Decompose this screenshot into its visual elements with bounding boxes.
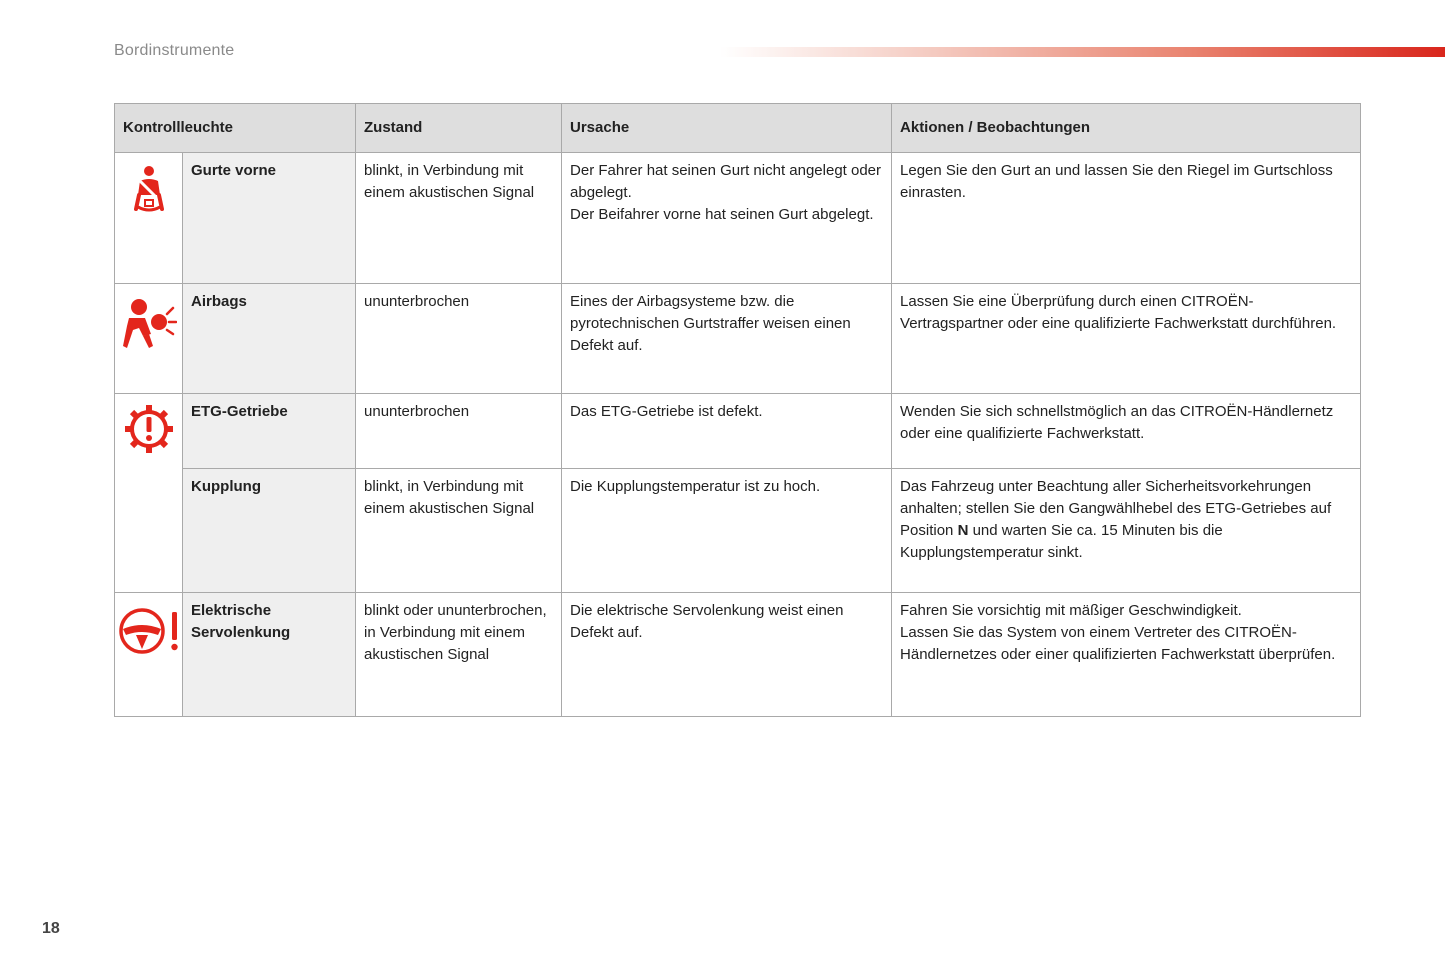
gearbox-warning-icon: [124, 404, 174, 454]
warning-action: Fahren Sie vorsichtig mit mäßiger Geschwindigkeit. Lassen Sie das System von einem Vertreter des CITROËN-Händlernetzes oder einer qualifizierten Fachwerkstatt überprüfen.: [892, 593, 1361, 717]
table-header-row: [115, 104, 1361, 153]
icon-cell: [115, 153, 183, 284]
warning-state: blinkt, in Verbindung mit einem akustischen Signal: [356, 469, 562, 593]
warning-action-text: und warten Sie ca. 15 Minuten bis die Kupplungstemperatur sinkt.: [900, 522, 1223, 561]
column-header-kontrollleuchte: Kontrollleuchte: [115, 104, 356, 153]
warning-name: Kupplung: [183, 469, 356, 593]
warning-action: Legen Sie den Gurt an und lassen Sie den Riegel im Gurtschloss einrasten.: [892, 153, 1361, 284]
warning-lights-table: [114, 103, 1361, 717]
warning-name: Airbags: [183, 284, 356, 394]
warning-cause: Die Kupplungstemperatur ist zu hoch.: [562, 469, 892, 593]
warning-name: ETG-Getriebe: [183, 394, 356, 469]
column-header-zustand: Zustand: [356, 104, 562, 153]
warning-state: ununterbrochen: [356, 394, 562, 469]
airbag-warning-icon: [121, 298, 177, 350]
warning-action-text: Das Fahrzeug unter Beachtung aller Sicherheitsvorkehrungen anhalten; stellen Sie den Gangwählhebel des ETG-Getriebes auf Position: [900, 478, 1332, 539]
table-row: [115, 394, 1361, 469]
column-header-aktionen: Aktionen / Beobachtungen: [892, 104, 1361, 153]
warning-cause: Die elektrische Servolenkung weist einen Defekt auf.: [562, 593, 892, 717]
warning-state: ununterbrochen: [356, 284, 562, 394]
table-row: [115, 153, 1361, 284]
section-title: Bordinstrumente: [114, 42, 235, 59]
warning-state: blinkt, in Verbindung mit einem akustischen Signal: [356, 153, 562, 284]
warning-action: Lassen Sie eine Überprüfung durch einen CITROËN-Vertragspartner oder eine qualifizierte Fachwerkstatt durchführen.: [892, 284, 1361, 394]
warning-name: Gurte vorne: [183, 153, 356, 284]
warning-name: Elektrische Servolenkung: [183, 593, 356, 717]
header-accent-bar: [720, 47, 1445, 57]
icon-cell: [115, 394, 183, 593]
warning-cause: Eines der Airbagsysteme bzw. die pyrotechnischen Gurtstraffer weisen einen Defekt auf.: [562, 284, 892, 394]
page-number: 18: [42, 920, 60, 937]
warning-cause: Das ETG-Getriebe ist defekt.: [562, 394, 892, 469]
warning-action: [892, 469, 1361, 593]
table-row: [115, 469, 1361, 593]
table-row: [115, 593, 1361, 717]
warning-cause: Der Fahrer hat seinen Gurt nicht angelegt oder abgelegt. Der Beifahrer vorne hat seinen Gurt abgelegt.: [562, 153, 892, 284]
gear-position-label: N: [957, 522, 969, 539]
seatbelt-warning-icon: [128, 165, 170, 213]
power-steering-warning-icon: [118, 607, 180, 655]
icon-cell: [115, 593, 183, 717]
column-header-ursache: Ursache: [562, 104, 892, 153]
icon-cell: [115, 284, 183, 394]
warning-state: blinkt oder ununterbrochen, in Verbindung mit einem akustischen Signal: [356, 593, 562, 717]
table-row: [115, 284, 1361, 394]
warning-action: Wenden Sie sich schnellstmöglich an das CITROËN-Händlernetz oder eine qualifizierte Fachwerkstatt.: [892, 394, 1361, 469]
